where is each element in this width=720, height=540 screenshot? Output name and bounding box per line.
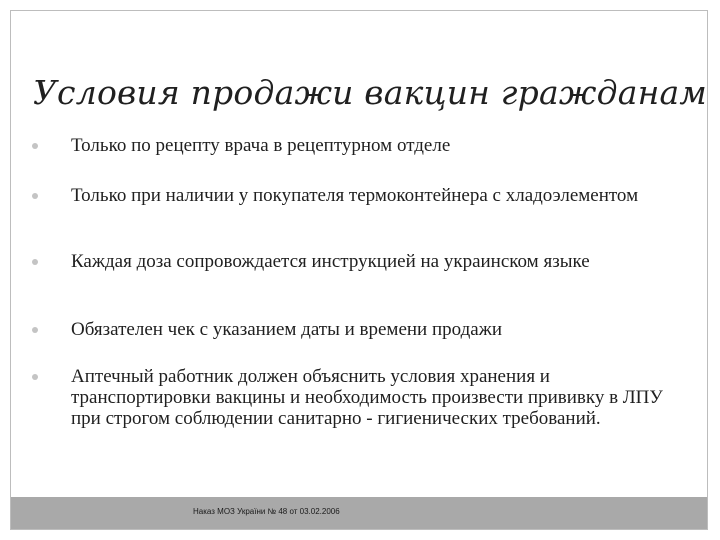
bullet-dot-icon [32, 143, 38, 149]
bullet-dot-icon [32, 259, 38, 265]
slide [10, 10, 708, 530]
bullet-text: Только по рецепту врача в рецептурном отделе [71, 135, 451, 156]
footer-bar [11, 497, 707, 529]
bullet-text: Аптечный работник должен объяснить условия хранения и транспортировки вакцины и необходимость произвести прививку в ЛПУ при строгом соблюдении санитарно - гигиенических требований. [71, 366, 663, 429]
bullet-text: Каждая доза сопровождается инструкцией на украинском языке [71, 251, 590, 272]
bullet-dot-icon [32, 327, 38, 333]
bullet-dot-icon [32, 374, 38, 380]
footer-citation: Наказ МОЗ України № 48 от 03.02.2006 [193, 507, 340, 516]
bullet-item [71, 251, 681, 272]
slide-title: Условия продажи вакцин гражданам [33, 73, 707, 112]
bullet-item [71, 135, 681, 156]
bullet-item [71, 319, 681, 340]
bullet-text: Обязателен чек с указанием даты и времени продажи [71, 319, 502, 340]
bullet-list [11, 11, 707, 529]
bullet-item [71, 366, 681, 429]
bullet-dot-icon [32, 193, 38, 199]
bullet-text: Только при наличии у покупателя термоконтейнера с хладоэлементом [71, 185, 639, 206]
bullet-item [71, 185, 681, 206]
